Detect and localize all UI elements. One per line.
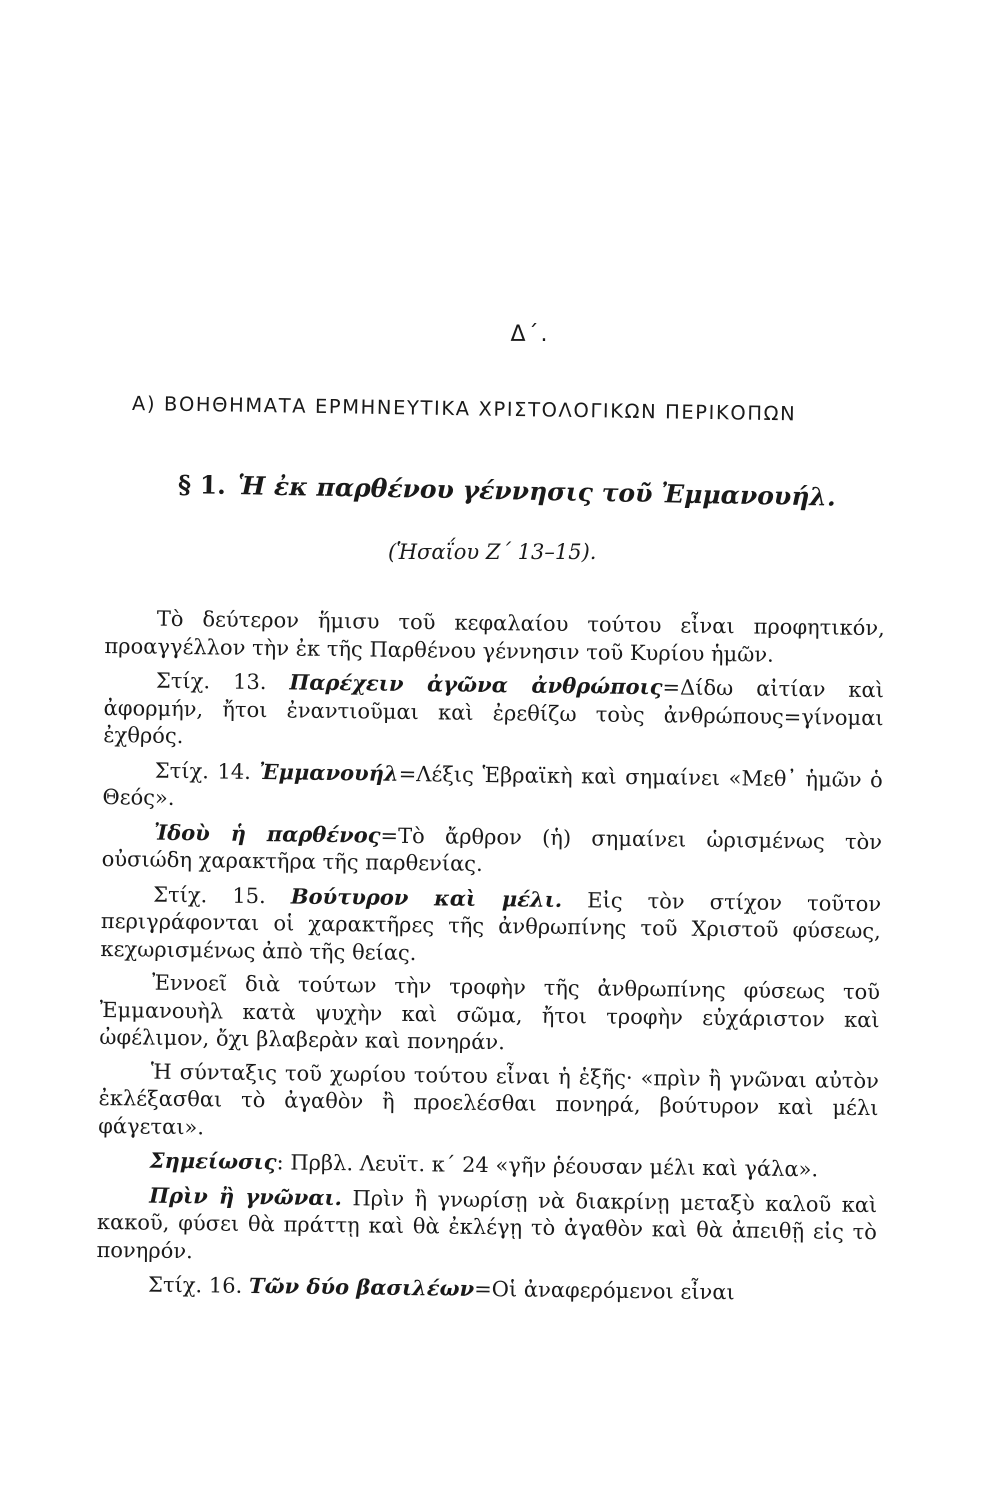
glossed-term: Πρὶν ἢ γνῶναι. — [149, 1182, 343, 1210]
paragraph: Ἐννοεῖ διὰ τούτων τὴν τροφὴν τῆς ἀνθρωπίνης φύσεως τοῦ Ἐμμανουὴλ κατὰ ψυχὴν καὶ σῶμα, ἤτοι τροφὴν εὐχάριστον καὶ ὠφέλιμον, ὄχι βλαβερὰν καὶ πονηράν. — [99, 970, 881, 1055]
section-heading — [178, 470, 898, 513]
glossed-term: Βούτυρον καὶ μέλι. — [290, 882, 563, 912]
gloss-text: Εἰς τὸν στίχον τοῦτον περιγράφονται οἱ χαρακτῆρες τῆς ἀνθρωπίνης τοῦ Χριστοῦ φύσεως, κεχωρισμένως ἀπὸ τῆς θείας. — [100, 887, 882, 965]
verse-label: Στίχ. 15. — [153, 882, 266, 908]
paragraph — [100, 879, 881, 973]
paragraph — [101, 817, 882, 883]
gloss-text: Πρὶν ἢ γνωρίσῃ νὰ διακρίνῃ μεταξὺ καλοῦ καὶ κακοῦ, φύσει θὰ πράττῃ καὶ θὰ ἐκλέγῃ τὸ ἀγαθὸν καὶ θὰ ἀπειθῇ εἰς τὸ πονηρόν. — [96, 1185, 878, 1263]
glossed-term: Παρέχειν ἀγῶνα ἀνθρώποις — [289, 669, 663, 700]
gloss-text: =Δίδω αἰτίαν καὶ ἀφορμήν, ἤτοι ἐναντιοῦμαι καὶ ἐρεθίζω τοὺς ἀνθρώπους=γίνομαι ἐχθρός. — [103, 675, 885, 749]
glossed-term: Ἰδοὺ ἡ παρθένος — [153, 819, 381, 848]
paragraph — [103, 666, 884, 760]
body-text — [96, 605, 885, 1315]
gloss-text: =Λέξις Ἑβραϊκὴ καὶ σημαίνει «Μεθ᾽ ἡμῶν ὁ Θεός». — [102, 761, 883, 810]
part-heading: Α) ΒΟΗΘΗΜΑΤΑ ΕΡΜΗΝΕΥΤΙΚΑ ΧΡΙΣΤΟΛΟΓΙΚΩΝ ΠΕΡΙΚΟΠΩΝ — [131, 392, 797, 426]
gloss-text: =Τὸ ἄρθρον (ἡ) σημαίνει ὡρισμένως τὸν οὐσιώδη χαρακτῆρα τῆς παρθενίας. — [101, 823, 883, 876]
paragraph — [96, 1180, 877, 1274]
verse-label: Στίχ. 16. — [147, 1272, 243, 1298]
scripture-reference: (Ἡσαΐου Ζ΄ 13–15). — [388, 540, 597, 564]
chapter-number: Δ΄. — [510, 322, 550, 347]
section-symbol: § 1. — [177, 470, 227, 500]
gloss-text: =Οἱ ἀναφερόμενοι εἶναι — [474, 1276, 735, 1305]
glossed-term: Ἐμμανουήλ — [259, 758, 399, 786]
paragraph: Ἡ σύνταξις τοῦ χωρίου τούτου εἶναι ἡ ἑξῆς· «πρὶν ἢ γνῶναι αὐτὸν ἐκλέξασθαι τὸ ἀγαθὸν ἢ προελέσθαι πονηρά, βούτυρον καὶ μέλι φάγεται». — [98, 1059, 879, 1139]
paragraph: Τὸ δεύτερον ἥμισυ τοῦ κεφαλαίου τούτου εἶναι προφητικόν, προαγγέλλον τὴν ἐκ τῆς Παρθένου γέννησιν τοῦ Κυρίου ἡμῶν. — [104, 606, 885, 667]
paragraph — [98, 1146, 878, 1185]
glossed-term: Τῶν δύο βασιλέων — [248, 1272, 475, 1301]
verse-label: Στίχ. 14. — [154, 758, 252, 784]
verse-label: Στίχ. 13. — [155, 668, 267, 695]
paragraph — [96, 1270, 876, 1309]
note-text: : Πρβλ. Λευϊτ. κ΄ 24 «γῆν ῥέουσαν μέλι καὶ γάλα». — [276, 1150, 819, 1182]
paragraph — [102, 755, 883, 821]
note-label: Σημείωσις — [149, 1147, 277, 1175]
section-title: Ἡ ἐκ παρθένου γέννησις τοῦ Ἐμμανουήλ. — [237, 471, 836, 512]
